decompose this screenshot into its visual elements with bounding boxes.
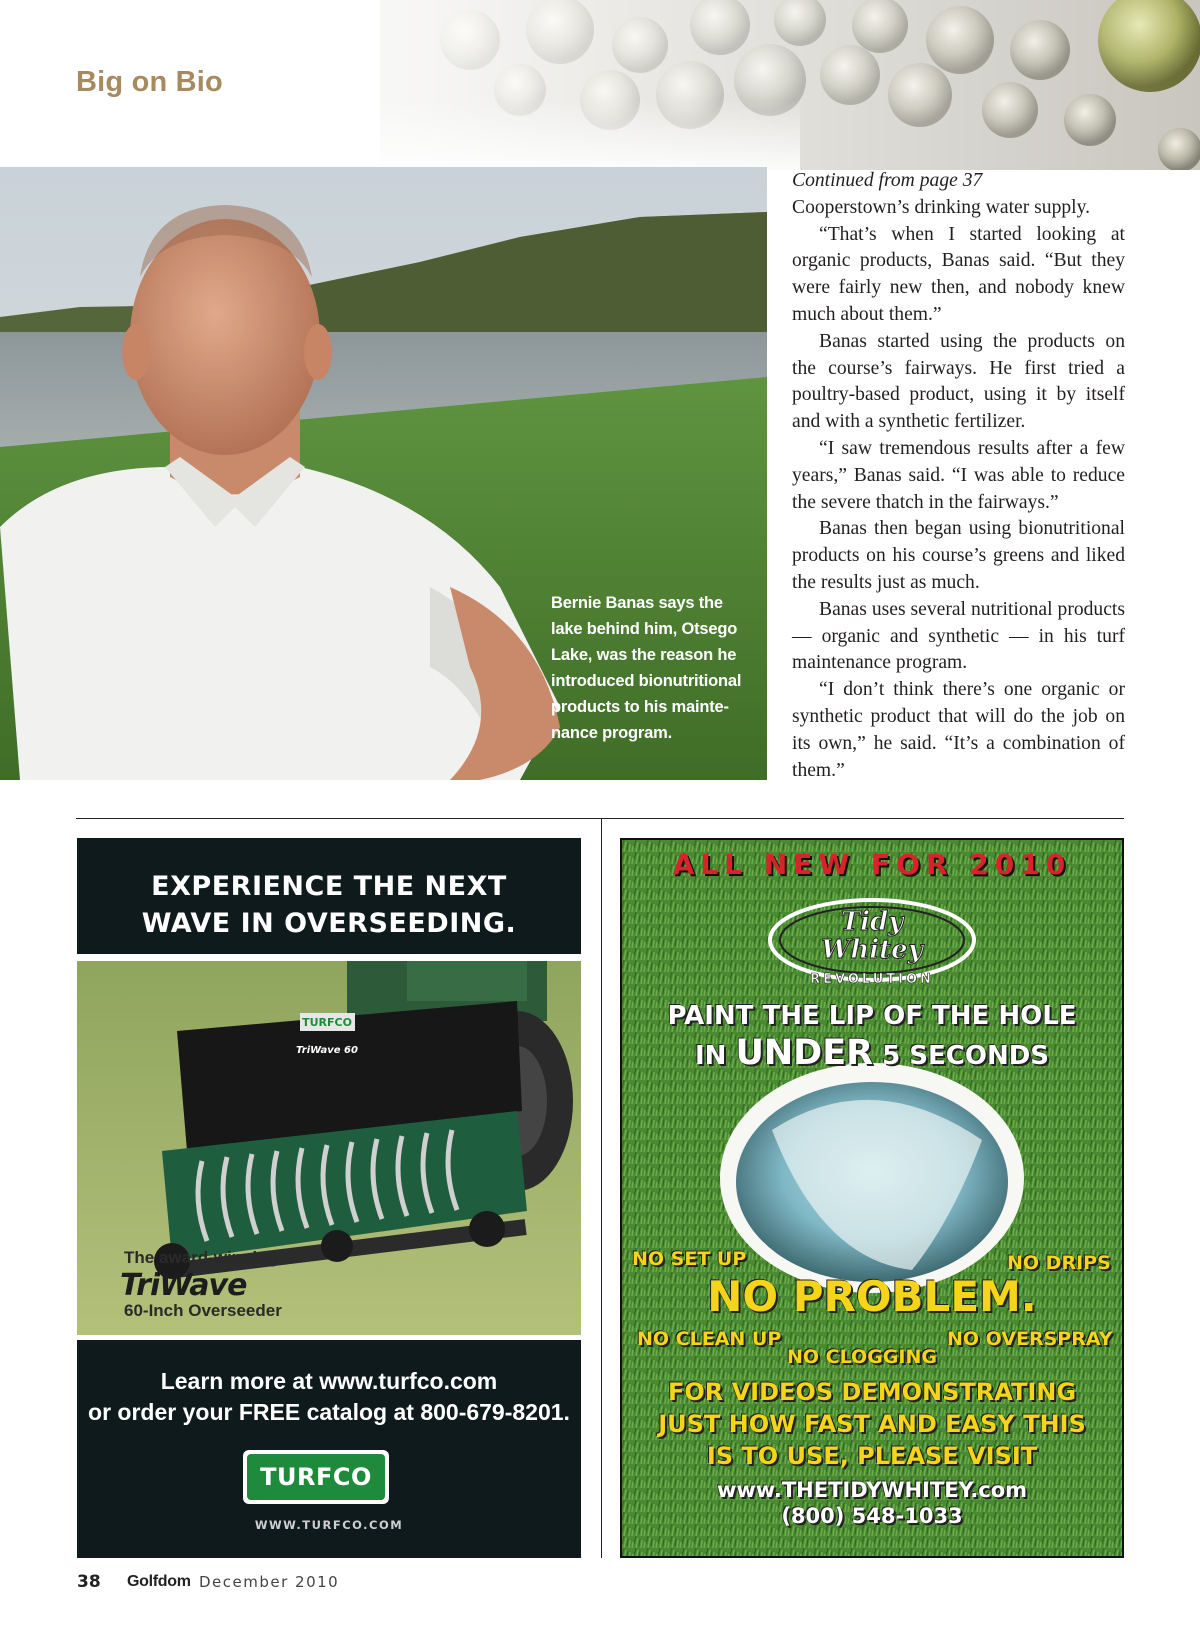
page-number: 38 xyxy=(77,1572,101,1592)
turfco-ad[interactable] xyxy=(77,838,581,1558)
article-paragraph: “That’s when I started looking at organic products, Banas said. “But they were fairly new then, and nobody knew much about them.” xyxy=(792,223,1125,325)
tidy-url[interactable]: www.THETIDYWHITEY.com xyxy=(716,1478,1028,1502)
videos-line: FOR VIDEOS DEMONSTRATING xyxy=(667,1378,1077,1406)
ad-call-to-action xyxy=(77,1366,581,1428)
product-subtitle: 60-Inch Overseeder xyxy=(124,1301,282,1320)
article-paragraph: “I saw tremendous results after a few years,” Banas said. “I was able to reduce the severe thatch in the fairways.” xyxy=(792,437,1125,513)
no-cleanup: NO CLEAN UP xyxy=(637,1328,782,1350)
no-overspray: NO OVERSPRAY xyxy=(947,1328,1113,1350)
paint-under: UNDER xyxy=(735,1033,874,1073)
ad-headline-line: EXPERIENCE THE NEXT xyxy=(151,871,507,902)
turfco-url[interactable]: WWW.TURFCO.COM xyxy=(254,1518,404,1532)
logo-revolution: REVOLUTION xyxy=(810,972,934,987)
no-problem: NO PROBLEM. xyxy=(707,1272,1037,1321)
paint-line: PAINT THE LIP OF THE HOLE xyxy=(667,1001,1077,1031)
article-paragraph: “I don’t think there’s one organic or synthetic product that will do the job on its own,” he said. “It’s a combination of them.” xyxy=(792,679,1125,781)
turfco-logo-text: TURFCO xyxy=(247,1454,385,1500)
magazine-name: Golfdom xyxy=(127,1573,191,1590)
issue-date: December 2010 xyxy=(199,1573,340,1591)
article-paragraph: Banas then began using bionutritional products on his course’s greens and liked the results just as much. xyxy=(792,518,1125,593)
photo-caption: Bernie Banas says the lake behind him, Otsego Lake, was the reason he introduced bionutritional products to his mainte-nance program. xyxy=(551,594,742,742)
videos-text xyxy=(622,1376,1122,1472)
all-new-banner: ALL NEW FOR 2010 xyxy=(672,848,1072,881)
no-setup: NO SET UP xyxy=(632,1248,747,1270)
hopper-model: TriWave 60 xyxy=(296,1045,358,1056)
cta-line: Learn more at www.turfco.com xyxy=(160,1368,498,1394)
continued-from: Continued from page 37 xyxy=(792,170,983,191)
paint-line-2 xyxy=(622,1035,1122,1075)
cta-line: or order your FREE catalog at 800-679-8201. xyxy=(88,1399,570,1425)
videos-line: JUST HOW FAST AND EASY THIS xyxy=(658,1410,1086,1438)
paint-in: IN xyxy=(694,1041,727,1071)
ad-headline xyxy=(77,868,581,942)
videos-line: IS TO USE, PLEASE VISIT xyxy=(706,1442,1038,1470)
triwave-logo: TriWave xyxy=(120,1268,247,1303)
hopper-brand: TURFCO xyxy=(302,1016,352,1029)
ad-headline-line: WAVE IN OVERSEEDING. xyxy=(141,908,517,939)
logo-tidy: Tidy xyxy=(840,907,904,937)
no-drips: NO DRIPS xyxy=(1007,1252,1111,1274)
tidy-phone: (800) 548-1033 xyxy=(781,1504,963,1528)
tidy-whitey-ad[interactable] xyxy=(620,838,1124,1558)
logo-whitey: Whitey xyxy=(821,935,923,965)
award-text: The award-winning xyxy=(124,1248,278,1267)
article-paragraph: Banas started using the products on the course’s fairways. He first tried a poultry-based product, using it by itself and with a synthetic fertilizer. xyxy=(792,330,1125,433)
no-clogging: NO CLOGGING xyxy=(787,1346,937,1368)
section-title: Big on Bio xyxy=(76,66,223,98)
paint-headline xyxy=(622,998,1122,1075)
vertical-divider xyxy=(601,818,602,1558)
paint-seconds: 5 SECONDS xyxy=(882,1041,1050,1071)
article-column xyxy=(792,168,1125,784)
article-paragraph: Banas uses several nutritional products — organic and synthetic — in his turf maintenance program. xyxy=(792,598,1125,674)
turfco-logo xyxy=(243,1450,389,1504)
article-paragraph: Cooperstown’s drinking water supply. xyxy=(792,196,1091,218)
horizontal-divider xyxy=(76,818,1124,819)
